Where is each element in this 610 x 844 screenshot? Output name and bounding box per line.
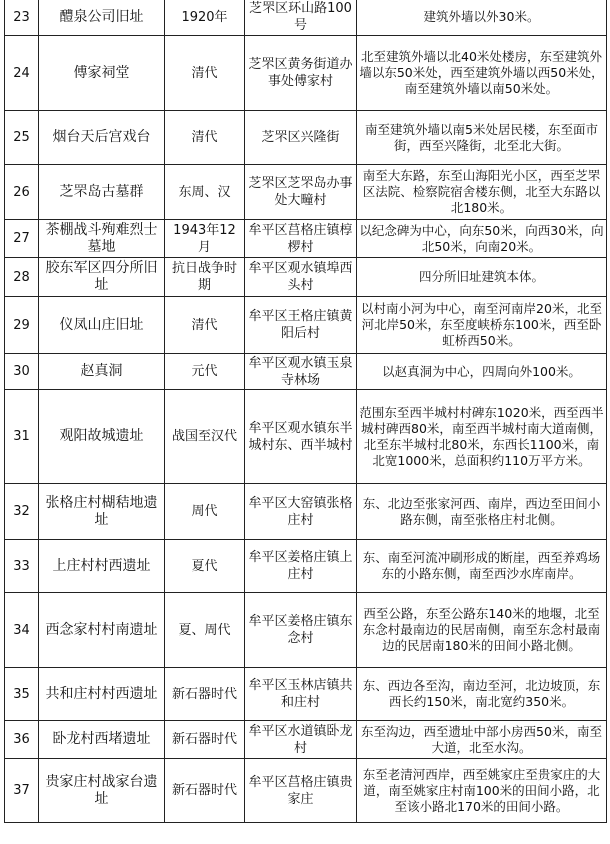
- protection-scope: 南至大东路，东至山海阳光小区，西至芝罘区法院、检察院宿舍楼东侧，北至大东路以北180米。: [357, 165, 607, 220]
- site-number: 23: [5, 0, 39, 36]
- table-row: [5, 258, 607, 297]
- site-name: 仪凤山庄旧址: [39, 297, 165, 354]
- site-number: 25: [5, 111, 39, 165]
- site-location: 芝罘区芝罘岛办事处大疃村: [245, 165, 357, 220]
- site-location: 牟平区观水镇玉泉寺林场: [245, 354, 357, 390]
- site-number: 32: [5, 484, 39, 540]
- site-location: 牟平区玉林店镇共和庄村: [245, 668, 357, 721]
- protection-scope: 东至沟边，西至遗址中部小房西50米，南至大道，北至水沟。: [357, 721, 607, 759]
- site-era: 元代: [165, 354, 245, 390]
- site-era: 清代: [165, 297, 245, 354]
- site-location: 牟平区大窑镇张格庄村: [245, 484, 357, 540]
- site-era: 战国至汉代: [165, 390, 245, 484]
- protection-scope: 西至公路，东至公路东140米的地堰，北至东念村最南边的民居南侧，南至东念村最南边的民居南180米的田间小路北侧。: [357, 593, 607, 668]
- site-number: 30: [5, 354, 39, 390]
- site-location: 牟平区水道镇卧龙村: [245, 721, 357, 759]
- site-name: 芝罘岛古墓群: [39, 165, 165, 220]
- table-body: [5, 0, 607, 823]
- table-row: [5, 390, 607, 484]
- protection-scope: 东、北边至张家河西、南岸，西边至田间小路东侧，南至张格庄村北侧。: [357, 484, 607, 540]
- site-era: 新石器时代: [165, 668, 245, 721]
- protection-scope: 以村南小河为中心，南至河南岸20米，北至河北岸50米，东至度峡桥东100米，西至卧虹桥西50米。: [357, 297, 607, 354]
- site-number: 29: [5, 297, 39, 354]
- protection-scope: 北至建筑外墙以北40米处楼房，东至建筑外墙以东50米处，西至建筑外墙以西50米处，南至建筑外墙以南50米处。: [357, 36, 607, 111]
- site-number: 26: [5, 165, 39, 220]
- site-name: 茶棚战斗殉难烈士墓地: [39, 220, 165, 258]
- protection-scope: 范围东至西半城村村碑东1020米，西至西半城村碑西80米，南至西半城村南大道南侧，北至东半城村北80米，东西长1100米，南北宽1000米，总面积约110万平方米。: [357, 390, 607, 484]
- site-number: 27: [5, 220, 39, 258]
- site-era: 清代: [165, 111, 245, 165]
- protection-scope: 南至建筑外墙以南5米处居民楼，东至面市街，西至兴隆街，北至北大街。: [357, 111, 607, 165]
- table-row: [5, 297, 607, 354]
- site-era: 周代: [165, 484, 245, 540]
- table-row: [5, 593, 607, 668]
- site-location: 芝罘区黄务街道办事处傅家村: [245, 36, 357, 111]
- site-location: 牟平区姜格庄镇东念村: [245, 593, 357, 668]
- site-name: 烟台天后宫戏台: [39, 111, 165, 165]
- site-name: 胶东军区四分所旧址: [39, 258, 165, 297]
- site-name: 醴泉公司旧址: [39, 0, 165, 36]
- table-row: [5, 111, 607, 165]
- table-row: [5, 36, 607, 111]
- protection-scope: 建筑外墙以外30米。: [357, 0, 607, 36]
- table-row: [5, 540, 607, 593]
- site-name: 西念家村村南遗址: [39, 593, 165, 668]
- site-era: 夏、周代: [165, 593, 245, 668]
- site-era: 东周、汉: [165, 165, 245, 220]
- site-location: 芝罘区环山路100号: [245, 0, 357, 36]
- site-name: 卧龙村西堵遗址: [39, 721, 165, 759]
- table-row: [5, 484, 607, 540]
- site-era: 1920年: [165, 0, 245, 36]
- protection-scope: 东、西边各至沟，南边至河，北边坡顶，东西长约150米，南北宽约350米。: [357, 668, 607, 721]
- site-number: 31: [5, 390, 39, 484]
- site-name: 贵家庄村战家台遗址: [39, 759, 165, 823]
- site-number: 33: [5, 540, 39, 593]
- protection-scope: 东至老清河西岸，西至姚家庄至贵家庄的大道，南至姚家庄村南100米的田间小路，北至该小路北170米的田间小路。: [357, 759, 607, 823]
- site-location: 牟平区莒格庄镇椁椤村: [245, 220, 357, 258]
- site-era: 新石器时代: [165, 721, 245, 759]
- site-number: 37: [5, 759, 39, 823]
- site-location: 牟平区观水镇埠西头村: [245, 258, 357, 297]
- site-number: 28: [5, 258, 39, 297]
- site-location: 牟平区莒格庄镇贵家庄: [245, 759, 357, 823]
- site-number: 34: [5, 593, 39, 668]
- site-era: 清代: [165, 36, 245, 111]
- site-location: 牟平区观水镇东半城村东、西半城村: [245, 390, 357, 484]
- site-name: 观阳故城遗址: [39, 390, 165, 484]
- protection-scope: 四分所旧址建筑本体。: [357, 258, 607, 297]
- site-number: 24: [5, 36, 39, 111]
- table-row: [5, 354, 607, 390]
- table-row: [5, 759, 607, 823]
- protection-scope: 以赵真洞为中心，四周向外100米。: [357, 354, 607, 390]
- site-number: 35: [5, 668, 39, 721]
- table-row: [5, 668, 607, 721]
- protection-scope: 东、南至河流冲刷形成的断崖，西至养鸡场东的小路东侧，南至西沙水库南岸。: [357, 540, 607, 593]
- site-number: 36: [5, 721, 39, 759]
- heritage-site-table: [4, 0, 607, 823]
- site-era: 抗日战争时期: [165, 258, 245, 297]
- site-era: 新石器时代: [165, 759, 245, 823]
- site-name: 上庄村村西遗址: [39, 540, 165, 593]
- table-row: [5, 165, 607, 220]
- table-row: [5, 721, 607, 759]
- site-location: 牟平区姜格庄镇上庄村: [245, 540, 357, 593]
- site-era: 1943年12月: [165, 220, 245, 258]
- site-era: 夏代: [165, 540, 245, 593]
- site-location: 芝罘区兴隆街: [245, 111, 357, 165]
- site-name: 张格庄村楜秸地遗址: [39, 484, 165, 540]
- table-row: [5, 0, 607, 36]
- protection-scope: 以纪念碑为中心，向东50米，向西30米，向北50米，向南20米。: [357, 220, 607, 258]
- table-row: [5, 220, 607, 258]
- site-location: 牟平区王格庄镇黄阳后村: [245, 297, 357, 354]
- site-name: 赵真洞: [39, 354, 165, 390]
- site-name: 傅家祠堂: [39, 36, 165, 111]
- site-name: 共和庄村村西遗址: [39, 668, 165, 721]
